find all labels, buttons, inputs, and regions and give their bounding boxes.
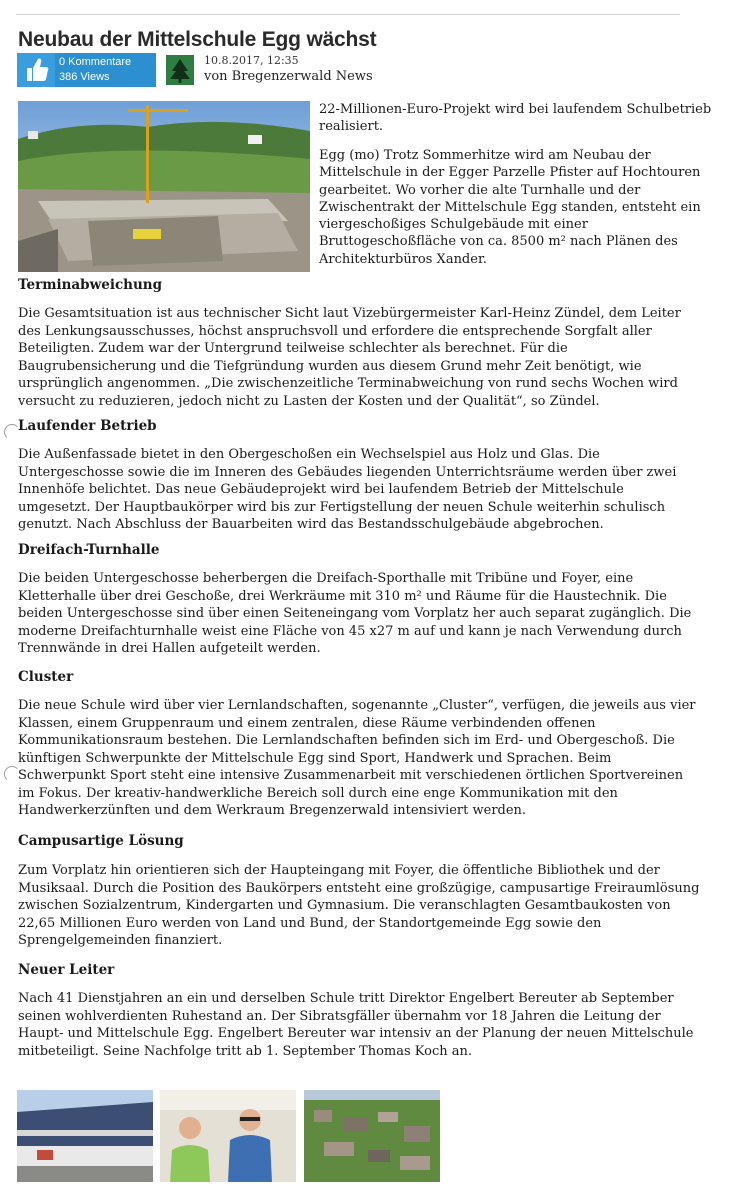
section-text: Zum Vorplatz hin orientieren sich der Haupteingang mit Foyer, die öffentliche Bibliothek und der Musiksaal. Durch die Position des Baukörpers entsteht eine großzügige, campusartige Freiraumlösung zwischen Sozialzentrum, Kindergarten und Gymnasium. Die veranschlagten Gesamtbaukosten von 22,65 Millionen Euro werden von Land und Bund, der Standortgemeinde Egg sowie den Sprengelgemeinden finanziert. bbox=[18, 863, 700, 948]
portrait-photo[interactable] bbox=[160, 1090, 296, 1182]
article-lead: 22-Millionen-Euro-Projekt wird bei laufendem Schulbetrieb realisiert. bbox=[319, 102, 712, 135]
section-heading: Campusartige Lösung bbox=[18, 833, 184, 849]
section-text: Die neue Schule wird über vier Lernlandschaften, sogenannte „Cluster“, verfügen, die jeweils aus vier Klassen, einem Gruppenraum und einem zentralen, diese Räume verbindenden offenen Kommunikationsraum bestehen. Die Lernlandschaften befinden sich im Erd- und Obergeschoß. Die künftigen Schwerpunkte der Mittelschule Egg sind Sport, Handwerk und Sprachen. Beim Schwerpunkt Sport steht eine intensive Zusammenarbeit mit verschiedenen örtlichen Sportvereinen im Fokus. Der kreativ-handwerkliche Bereich soll durch eine enge Kommunikation mit den Handwerkerzünften und dem Werkraum Bregenzerwald intensiviert werden. bbox=[18, 698, 696, 818]
section-text: Die beiden Untergeschosse beherbergen die Dreifach-Sporthalle mit Tribüne und Foyer, eine Kletterhalle über drei Geschoße, drei Werkräume mit 310 m² und Räume für die Haustechnik. Die beiden Untergeschosse sind über einen Seiteneingang vom Vorplatz her auch separat zugänglich. Die moderne Dreifachturnhalle weist eine Fläche von 45 x27 m auf und kann je nach Verwendung durch Trennwände in drei Hallen aufgeteilt werden. bbox=[18, 571, 692, 656]
section-heading: Terminabweichung bbox=[18, 277, 163, 293]
source-link[interactable]: von Bregenzerwald News bbox=[204, 69, 373, 84]
article-intro: Egg (mo) Trotz Sommerhitze wird am Neubau der Mittelschule in der Egger Parzelle Pfister auf Hochtouren gearbeitet. Wo vorher die alte Turnhalle und der Zwischentrakt der Mittelschule Egg standen, entsteht ein viergeschoßiges Schulgebäude mit einer Bruttogeschoßfläche von ca. 8500 m² nach Plänen des Architekturbüros Xander. bbox=[319, 148, 701, 267]
school-building-photo[interactable] bbox=[17, 1090, 153, 1182]
tree-logo-icon bbox=[166, 55, 194, 85]
thumbs-up-icon[interactable] bbox=[17, 53, 55, 87]
section-heading: Laufender Betrieb bbox=[18, 418, 157, 434]
section-text: Die Außenfassade bietet in den Obergeschoßen ein Wechselspiel aus Holz und Glas. Die Untergeschosse sowie die im Inneren des Gebäudes liegenden Unterrichtsräume werden über zwei Innenhöfe belichtet. Das neue Gebäudeprojekt wird bei laufendem Betrieb der Mittelschule umgesetzt. Der Hauptbaukörper wird bis zur Fertigstellung der neuen Schule weiterhin schulisch genutzt. Nach Abschluss der Bauarbeiten wird das Bestandsschulgebäude abgebrochen. bbox=[18, 447, 677, 532]
section-heading: Cluster bbox=[18, 669, 74, 685]
comments-views-box[interactable] bbox=[17, 53, 156, 87]
section-text: Nach 41 Dienstjahren an ein und derselben Schule tritt Direktor Engelbert Bereuter ab September seinen wohlverdienten Ruhestand an. Der Sibratsgfäller übernahm vor 18 Jahren die Leitung der Haupt- und Mittelschule Egg. Engelbert Bereuter war intensiv an der Planung der neuen Mittelschule mitbeteiligt. Seine Nachfolge tritt ab 1. September Thomas Koch an. bbox=[18, 991, 694, 1059]
scan-artifact bbox=[4, 766, 20, 782]
section-heading: Neuer Leiter bbox=[18, 962, 115, 978]
publish-date: 10.8.2017, 12:35 bbox=[204, 54, 299, 67]
comments-count[interactable]: 0 Kommentare bbox=[59, 56, 132, 68]
construction-site-photo bbox=[18, 101, 310, 272]
views-count: 386 Views bbox=[59, 71, 110, 83]
scan-artifact bbox=[4, 424, 20, 440]
aerial-town-photo[interactable] bbox=[304, 1090, 440, 1182]
section-text: Die Gesamtsituation ist aus technischer Sicht laut Vizebürgermeister Karl-Heinz Zündel, dem Leiter des Lenkungsausschusses, höchst anspruchsvoll und erfordere die entsprechende Sorgfalt aller Beteiligten. Zudem war der Untergrund teilweise schlechter als berechnet. Für die Baugrubensicherung und die Tiefgründung wurden aus diesem Grund mehr Zeit benötigt, wie ursprünglich angenommen. „Die zwischenzeitliche Terminabweichung von rund sechs Wochen wird versucht zu reduzieren, jedoch nicht zu Lasten der Kosten und der Qualität“, so Zündel. bbox=[18, 306, 681, 409]
article-title: Neubau der Mittelschule Egg wächst bbox=[18, 28, 377, 52]
section-heading: Dreifach-Turnhalle bbox=[18, 542, 160, 558]
top-divider bbox=[16, 14, 680, 15]
